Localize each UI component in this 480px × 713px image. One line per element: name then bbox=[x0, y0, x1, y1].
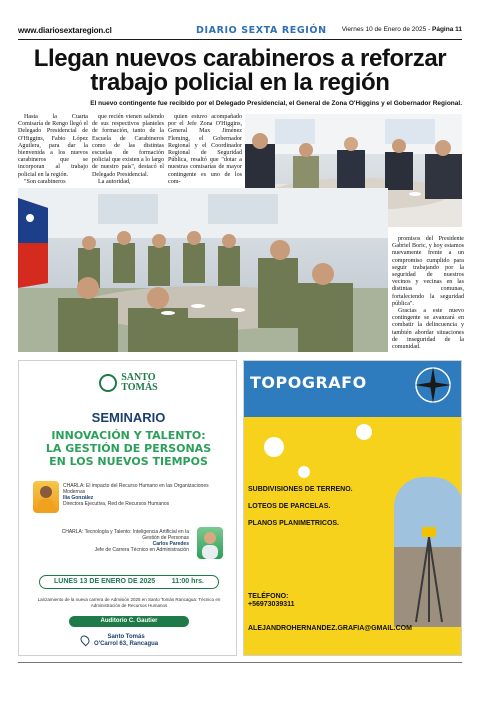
service-item: SUBDIVISIONES DE TERRENO. bbox=[248, 486, 353, 493]
santo-tomas-logo: SANTO TOMÁS bbox=[19, 373, 237, 393]
paragraph: Gracias a este nuevo contingente se avanzará en combatir la delincuencia y también abordar situaciones de inseguridad de la comunidad. bbox=[392, 308, 464, 351]
paragraph: "Son carabineros bbox=[24, 178, 66, 185]
speaker-2-info: CHARLA: Tecnología y Talento: Inteligencia Artificial en la Gestión de Personas Carlos Paredes Jefe de Carrera Técnico en Administración bbox=[61, 529, 189, 553]
speaker-2-avatar bbox=[197, 527, 223, 559]
seminar-title: INNOVACIÓN Y TALENTO: LA GESTIÓN DE PERSONAS EN LOS NUEVOS TIEMPOS bbox=[45, 429, 212, 468]
issue-date: Viernes 10 de Enero de 2025 - Página 11 bbox=[341, 26, 462, 33]
auditorium-label: Auditorio C. Gautier bbox=[69, 616, 189, 627]
launch-text: Lanzamiento de la nueva carrera de Admisión 2025 en Santo Tomás Rancagua: Técnico en Administración de Recursos Humanos bbox=[37, 597, 221, 608]
email-link[interactable]: ALEJANDROHERNANDEZ.GRAFIA@GMAIL.COM bbox=[248, 625, 412, 632]
article-headline bbox=[18, 47, 462, 95]
article-column-3 bbox=[168, 114, 242, 186]
masthead bbox=[18, 24, 462, 40]
topografo-ad[interactable] bbox=[243, 360, 462, 656]
paragraph: Hasta la Cuarta Comisaría de Rengo llegó el Delegado Presidencial de O'Higgins, Fabio López Aguilera, para dar la bienvenida a los nuevos carabineros que se incorporan al trabajo policial en la región. bbox=[18, 114, 88, 178]
address: Santo Tomás O'Carrol 63, Rancagua bbox=[94, 634, 159, 647]
paper-name: DIARIO SEXTA REGIÓN bbox=[196, 25, 327, 36]
article-column-1 bbox=[18, 114, 88, 186]
topo-body bbox=[244, 417, 462, 656]
location-pin-icon bbox=[79, 634, 92, 647]
page-number: Página 11 bbox=[432, 26, 462, 33]
headline-line-2: trabajo policial en la región bbox=[90, 69, 390, 96]
article-column-2 bbox=[92, 114, 164, 186]
article-subhead: El nuevo contingente fue recibido por el Delegado Presidencial, el General de Zona O'Higgins y el Gobernador Regional. bbox=[90, 100, 462, 107]
paragraph: promisos del Presidente Gabriel Boric, y hoy estamos nuevamente frente a un compromiso cumplido para seguir trabajando por la seguridad de nuestros vecinos y vecinas en las distintas comunas, fortaleciendo la seguridad pública". bbox=[392, 236, 464, 307]
speaker-1-info: CHARLA: El impacto del Recurso Humano en las Organizaciones Modernas Ilia González Directora Ejecutiva, Red de Recursos Humanos bbox=[63, 483, 209, 507]
seal-icon bbox=[99, 374, 117, 392]
speaker-1-avatar bbox=[33, 481, 59, 513]
paragraph: La autoridad, bbox=[98, 178, 131, 185]
paragraph: que recién vienen saliendo de sus respectivos planteles de formación, tanto de la Escuela de Carabineros como de las distintas escuelas de formación policial que existen a lo largo de nuestro país", destacó el Delegado Presidencial. bbox=[92, 114, 164, 178]
service-item: LOTEOS DE PARCELAS. bbox=[248, 503, 331, 510]
seminar-time: 11:00 hrs. bbox=[171, 578, 204, 585]
santo-tomas-ad[interactable] bbox=[18, 360, 237, 656]
seminar-label: SEMINARIO bbox=[91, 410, 166, 425]
topo-title: TOPOGRAFO bbox=[250, 373, 367, 392]
service-item: PLANOS PLANIMETRICOS. bbox=[248, 520, 340, 527]
phone-info[interactable]: TELÉFONO: +56973039311 bbox=[248, 593, 295, 608]
seminar-date: LUNES 13 DE ENERO DE 2025 11:00 hrs. bbox=[39, 575, 219, 589]
site-url[interactable]: www.diariosextaregion.cl bbox=[18, 26, 112, 35]
paragraph: quien estuvo acompañado por el Jefe Zona O'Higgins, General Max Jiménez Fleming, el Gobernador Regional y el Coordinador Regional de Seguridad Pública, resaltó que "dotar a nuestras comisarías de mayor contingente es uno de los com- bbox=[168, 114, 242, 185]
phone-number: +56973039311 bbox=[248, 601, 295, 608]
page-bottom-rule bbox=[18, 662, 462, 663]
services-list bbox=[248, 481, 353, 532]
compass-icon bbox=[413, 365, 453, 405]
carabineros-photo bbox=[18, 188, 388, 352]
article-column-4 bbox=[392, 236, 464, 351]
headline-line-1: Llegan nuevos carabineros a reforzar bbox=[33, 45, 447, 72]
